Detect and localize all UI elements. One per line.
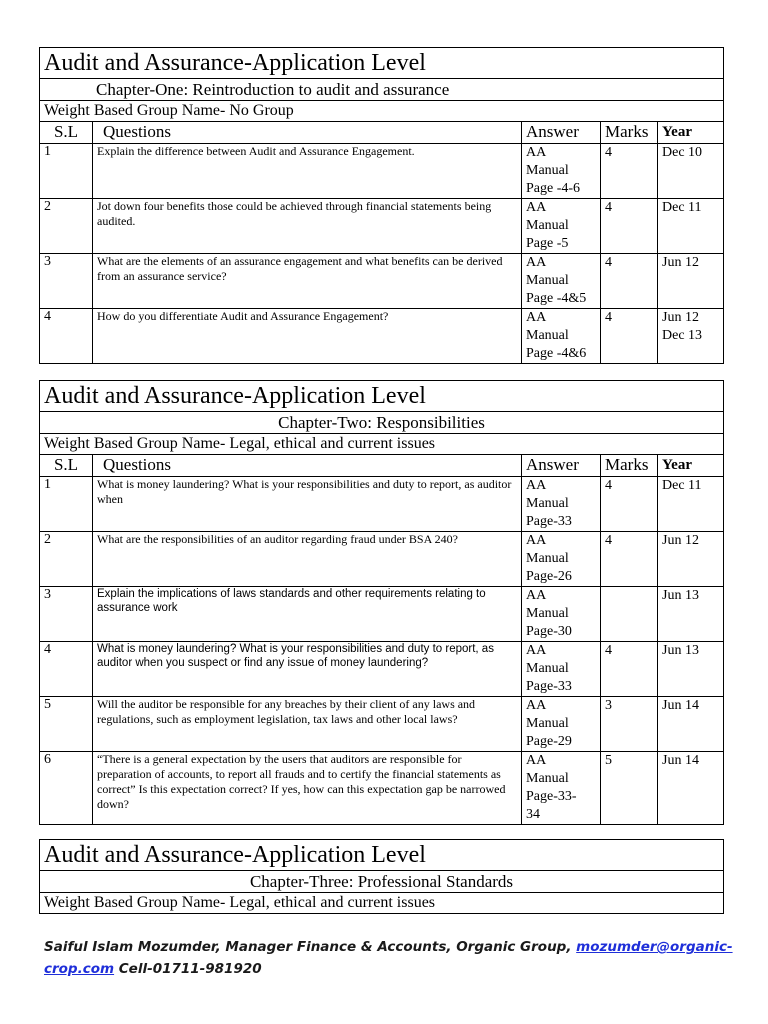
header-answer: Answer bbox=[522, 455, 601, 477]
section-table-chapter-two bbox=[39, 380, 724, 825]
table-row bbox=[40, 642, 724, 697]
row-question: Explain the difference between Audit and Assurance Engagement. bbox=[93, 144, 522, 199]
row-year: Jun 13 bbox=[658, 587, 724, 642]
row-sl: 3 bbox=[40, 254, 93, 309]
group-name: Weight Based Group Name- No Group bbox=[40, 101, 724, 122]
row-answer: AA Manual Page-33- 34 bbox=[522, 752, 601, 825]
header-sl: S.L bbox=[40, 455, 93, 477]
table-row bbox=[40, 144, 724, 199]
header-answer: Answer bbox=[522, 122, 601, 144]
section-title: Audit and Assurance-Application Level bbox=[40, 48, 724, 79]
row-marks: 4 bbox=[601, 309, 658, 364]
row-sl: 6 bbox=[40, 752, 93, 825]
row-question: What are the responsibilities of an auditor regarding fraud under BSA 240? bbox=[93, 532, 522, 587]
row-sl: 3 bbox=[40, 587, 93, 642]
row-year: Jun 14 bbox=[658, 697, 724, 752]
group-name: Weight Based Group Name- Legal, ethical and current issues bbox=[40, 893, 724, 914]
row-marks: 4 bbox=[601, 199, 658, 254]
row-year: Jun 12 bbox=[658, 254, 724, 309]
row-sl: 1 bbox=[40, 477, 93, 532]
row-marks: 4 bbox=[601, 254, 658, 309]
header-questions: Questions bbox=[93, 455, 522, 477]
footer-contact bbox=[44, 936, 734, 980]
row-marks: 4 bbox=[601, 477, 658, 532]
row-question: What is money laundering? What is your responsibilities and duty to report, as auditor when bbox=[93, 477, 522, 532]
row-answer: AA Manual Page-29 bbox=[522, 697, 601, 752]
header-questions: Questions bbox=[93, 122, 522, 144]
row-sl: 2 bbox=[40, 199, 93, 254]
chapter-title: Chapter-Two: Responsibilities bbox=[40, 412, 724, 434]
footer-phone: Cell-01711-981920 bbox=[114, 961, 262, 977]
row-marks: 4 bbox=[601, 532, 658, 587]
chapter-title: Chapter-Three: Professional Standards bbox=[40, 871, 724, 893]
row-year: Jun 12 Dec 13 bbox=[658, 309, 724, 364]
row-answer: AA Manual Page -4&5 bbox=[522, 254, 601, 309]
row-question: Explain the implications of laws standards and other requirements relating to assurance work bbox=[93, 587, 522, 642]
row-year: Jun 14 bbox=[658, 752, 724, 825]
header-year: Year bbox=[658, 122, 724, 144]
table-row bbox=[40, 697, 724, 752]
row-sl: 5 bbox=[40, 697, 93, 752]
table-row bbox=[40, 532, 724, 587]
table-row bbox=[40, 477, 724, 532]
table-row bbox=[40, 199, 724, 254]
row-sl: 4 bbox=[40, 642, 93, 697]
section-table-chapter-one bbox=[39, 47, 724, 364]
row-year: Jun 13 bbox=[658, 642, 724, 697]
row-question: Jot down four benefits those could be achieved through financial statements being audited. bbox=[93, 199, 522, 254]
row-marks: 5 bbox=[601, 752, 658, 825]
row-question: “There is a general expectation by the users that auditors are responsible for preparation of accounts, to report all frauds and to certify the financial statements as correct” Is this expectation correct? If yes, how can this expectation gap be narrowed down? bbox=[93, 752, 522, 825]
header-year: Year bbox=[658, 455, 724, 477]
section-table-chapter-three bbox=[39, 839, 724, 914]
header-sl: S.L bbox=[40, 122, 93, 144]
row-marks bbox=[601, 587, 658, 642]
row-year: Dec 10 bbox=[658, 144, 724, 199]
table-row bbox=[40, 587, 724, 642]
table-row bbox=[40, 309, 724, 364]
row-year: Dec 11 bbox=[658, 199, 724, 254]
row-answer: AA Manual Page-30 bbox=[522, 587, 601, 642]
header-marks: Marks bbox=[601, 455, 658, 477]
row-question: What is money laundering? What is your responsibilities and duty to report, as auditor when you suspect or find any issue of money laundering? bbox=[93, 642, 522, 697]
row-sl: 2 bbox=[40, 532, 93, 587]
row-answer: AA Manual Page-26 bbox=[522, 532, 601, 587]
row-marks: 3 bbox=[601, 697, 658, 752]
row-marks: 4 bbox=[601, 144, 658, 199]
row-answer: AA Manual Page-33 bbox=[522, 642, 601, 697]
row-sl: 4 bbox=[40, 309, 93, 364]
row-year: Dec 11 bbox=[658, 477, 724, 532]
table-row bbox=[40, 254, 724, 309]
row-question: What are the elements of an assurance engagement and what benefits can be derived from an assurance service? bbox=[93, 254, 522, 309]
footer-text: Saiful Islam Mozumder, Manager Finance & Accounts, Organic Group, bbox=[44, 939, 577, 955]
row-marks: 4 bbox=[601, 642, 658, 697]
row-question: Will the auditor be responsible for any breaches by their client of any laws and regulations, such as employment legislation, tax laws and other local laws? bbox=[93, 697, 522, 752]
row-question: How do you differentiate Audit and Assurance Engagement? bbox=[93, 309, 522, 364]
header-marks: Marks bbox=[601, 122, 658, 144]
row-sl: 1 bbox=[40, 144, 93, 199]
row-answer: AA Manual Page -5 bbox=[522, 199, 601, 254]
table-row bbox=[40, 752, 724, 825]
footer-email-link[interactable]: mozumder@organic-crop.com bbox=[44, 939, 733, 977]
row-answer: AA Manual Page-33 bbox=[522, 477, 601, 532]
section-title: Audit and Assurance-Application Level bbox=[40, 840, 724, 871]
chapter-title: Chapter-One: Reintroduction to audit and assurance bbox=[40, 79, 724, 101]
group-name: Weight Based Group Name- Legal, ethical and current issues bbox=[40, 434, 724, 455]
section-title: Audit and Assurance-Application Level bbox=[40, 381, 724, 412]
row-year: Jun 12 bbox=[658, 532, 724, 587]
row-answer: AA Manual Page -4&6 bbox=[522, 309, 601, 364]
row-answer: AA Manual Page -4-6 bbox=[522, 144, 601, 199]
